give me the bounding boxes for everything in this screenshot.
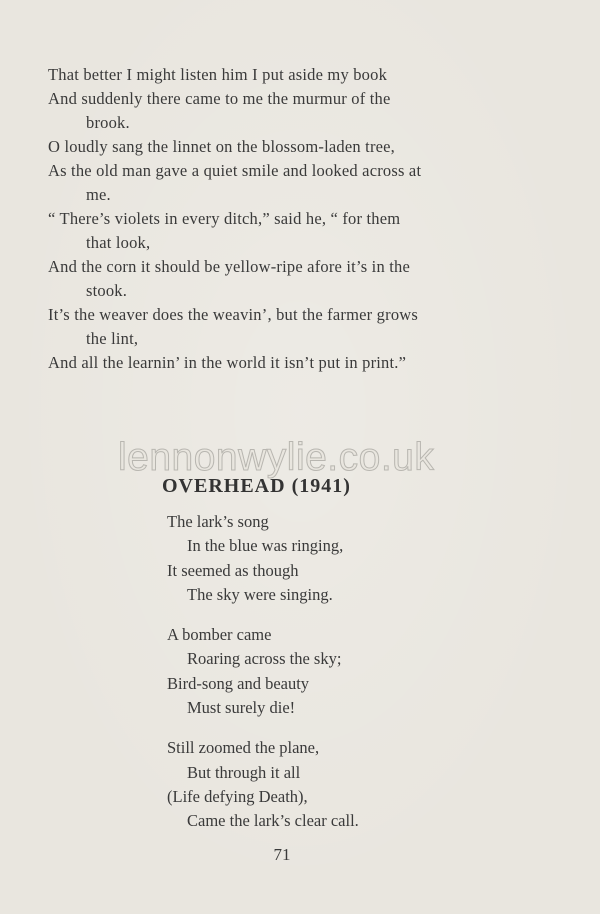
poem-line: And all the learnin’ in the world it isn’t put in print.” — [48, 353, 407, 372]
poem-line: “ There’s violets in every ditch,” said he, “ for them — [48, 209, 401, 228]
poem-line: And suddenly there came to me the murmur of the — [48, 89, 391, 108]
poem-line: that look, — [86, 233, 151, 252]
poem-line: A bomber came — [167, 625, 272, 645]
poem-line: Must surely die! — [187, 698, 296, 718]
poem-line: In the blue was ringing, — [187, 536, 344, 556]
watermark: lennonwylie.co.uk — [118, 436, 435, 479]
poem-line: Came the lark’s clear call. — [187, 811, 359, 831]
poem-line: (Life defying Death), — [167, 786, 308, 806]
poem-line: That better I might listen him I put aside my book — [48, 65, 388, 84]
stanza-gap — [167, 720, 467, 736]
stanza-3 — [167, 736, 467, 833]
poem-line: Roaring across the sky; — [187, 649, 342, 669]
poem-line: It’s the weaver does the weavin’, but the farmer grows — [48, 305, 419, 324]
poem-line: As the old man gave a quiet smile and looked across at — [48, 161, 422, 180]
previous-poem-ending — [48, 63, 518, 375]
stanza-gap — [167, 607, 467, 623]
poem-line: The sky were singing. — [187, 584, 333, 604]
poem-line: And the corn it should be yellow-ripe afore it’s in the — [48, 257, 410, 276]
poem-line: brook. — [86, 113, 130, 132]
poem-line: O loudly sang the linnet on the blossom-laden tree, — [48, 137, 396, 156]
poem-line: stook. — [86, 281, 128, 300]
stanza-2 — [167, 623, 467, 720]
poem-line: the lint, — [86, 329, 139, 348]
stanza-1 — [167, 510, 467, 607]
overhead-poem — [167, 510, 467, 834]
page-number: 71 — [273, 845, 291, 864]
poem-line: Still zoomed the plane, — [167, 738, 320, 758]
poem-line: But through it all — [187, 762, 301, 782]
poem-line: It seemed as though — [167, 560, 299, 580]
poem-title: OVERHEAD (1941) — [162, 475, 351, 497]
poem-line: Bird-song and beauty — [167, 673, 310, 693]
poem-line: me. — [86, 185, 111, 204]
poem-line: The lark’s song — [167, 512, 269, 531]
